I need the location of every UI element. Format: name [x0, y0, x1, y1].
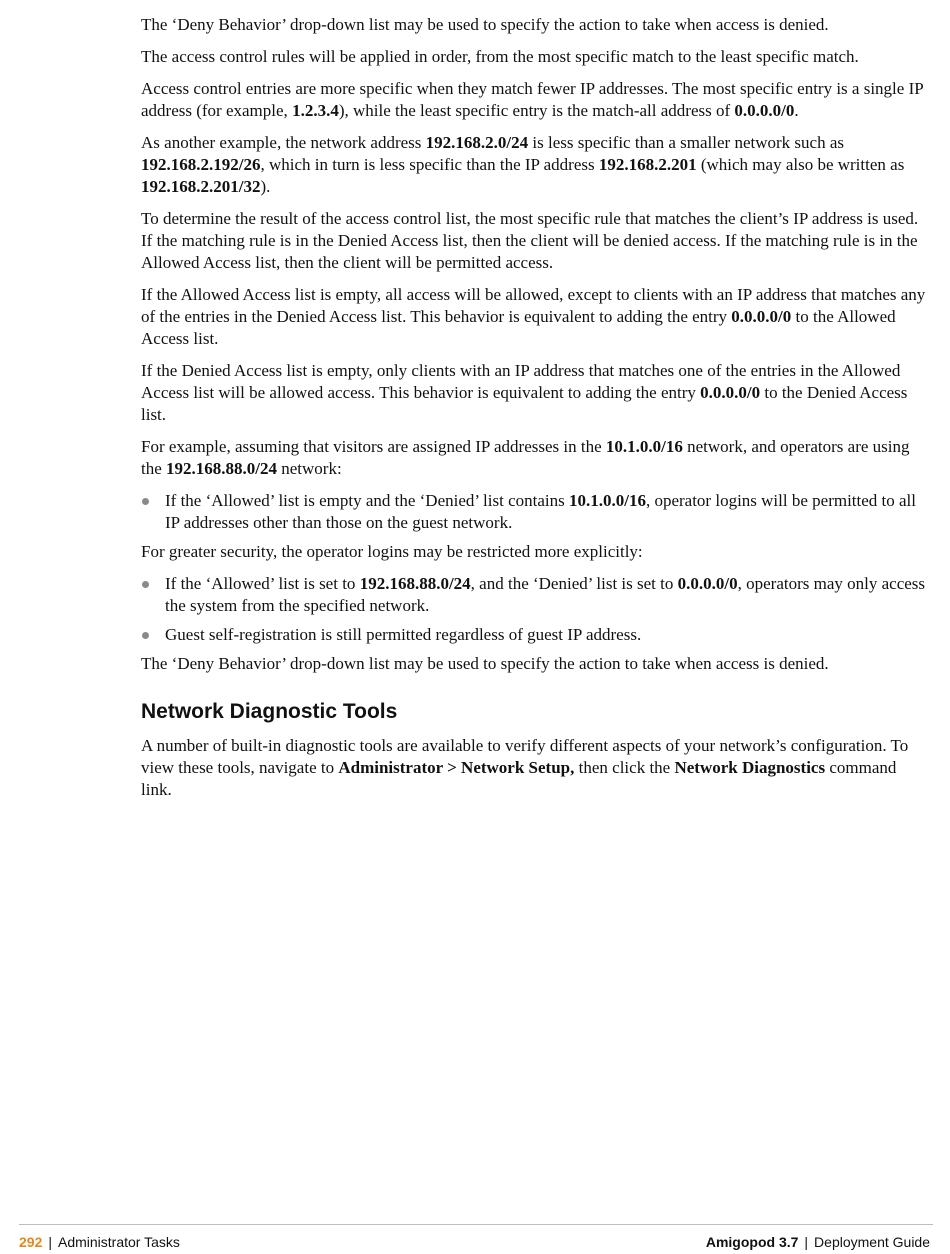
- document-title: Deployment Guide: [814, 1234, 930, 1250]
- paragraph: For example, assuming that visitors are assigned IP addresses in the 10.1.0.0/16 network, and operators are using the 192.168.88.0/24 network:: [141, 437, 910, 478]
- list-item: If the ‘Allowed’ list is empty and the ‘Denied’ list contains 10.1.0.0/16, operator logins will be permitted to all IP addresses other than those on the guest network.: [141, 490, 931, 534]
- paragraph: The access control rules will be applied in order, from the most specific match to the least specific match.: [141, 47, 859, 66]
- bullet-icon: [142, 632, 149, 639]
- bullet-list: [141, 573, 931, 646]
- footer-separator: |: [804, 1234, 809, 1250]
- paragraph: As another example, the network address 192.168.2.0/24 is less specific than a smaller network such as 192.168.2.192/26, which in turn is less specific than the IP address 192.168.2.201 (which may also be written as 192.168.2.201/32).: [141, 133, 905, 196]
- bullet-icon: [142, 498, 149, 505]
- list-item: If the ‘Allowed’ list is set to 192.168.88.0/24, and the ‘Denied’ list is set to 0.0.0.0/0, operators may only access the system from the specified network.: [141, 573, 931, 617]
- footer-left: [19, 1233, 180, 1251]
- list-item: Guest self-registration is still permitted regardless of guest IP address.: [141, 624, 931, 646]
- paragraph: For greater security, the operator logins may be restricted more explicitly:: [141, 542, 643, 561]
- paragraph: Access control entries are more specific when they match fewer IP addresses. The most specific entry is a single IP address (for example, 1.2.3.4), while the least specific entry is the match-all address of 0.0.0.0/0.: [141, 79, 924, 120]
- page-footer: [19, 1233, 930, 1253]
- page-body: [141, 14, 931, 811]
- paragraph: If the Denied Access list is empty, only clients with an IP address that matches one of the entries in the Allowed Access list will be allowed access. This behavior is equivalent to adding the entry 0.0.0.0/0 to the Denied Access list.: [141, 361, 908, 424]
- bullet-icon: [142, 581, 149, 588]
- footer-separator: |: [48, 1234, 52, 1250]
- footer-divider: [19, 1224, 933, 1225]
- footer-right: [706, 1233, 930, 1251]
- paragraph: The ‘Deny Behavior’ drop-down list may be used to specify the action to take when access is denied.: [141, 654, 829, 673]
- paragraph: A number of built-in diagnostic tools are available to verify different aspects of your network’s configuration. To view these tools, navigate to Administrator > Network Setup, then click the Network Diagnostics command link.: [141, 736, 909, 799]
- chapter-title: Administrator Tasks: [58, 1234, 180, 1250]
- bullet-list: [141, 490, 931, 534]
- page-number: 292: [19, 1234, 43, 1250]
- section-heading: Network Diagnostic Tools: [141, 700, 398, 723]
- paragraph: The ‘Deny Behavior’ drop-down list may be used to specify the action to take when access is denied.: [141, 15, 829, 34]
- product-name: Amigopod 3.7: [705, 1234, 799, 1250]
- paragraph: If the Allowed Access list is empty, all access will be allowed, except to clients with an IP address that matches any of the entries in the Denied Access list. This behavior is equivalent to adding the entry 0.0.0.0/0 to the Allowed Access list.: [141, 285, 926, 348]
- paragraph: To determine the result of the access control list, the most specific rule that matches the client’s IP address is used. If the matching rule is in the Denied Access list, then the client will be denied access. If the matching rule is in the Allowed Access list, then the client will be permitted access.: [141, 209, 919, 272]
